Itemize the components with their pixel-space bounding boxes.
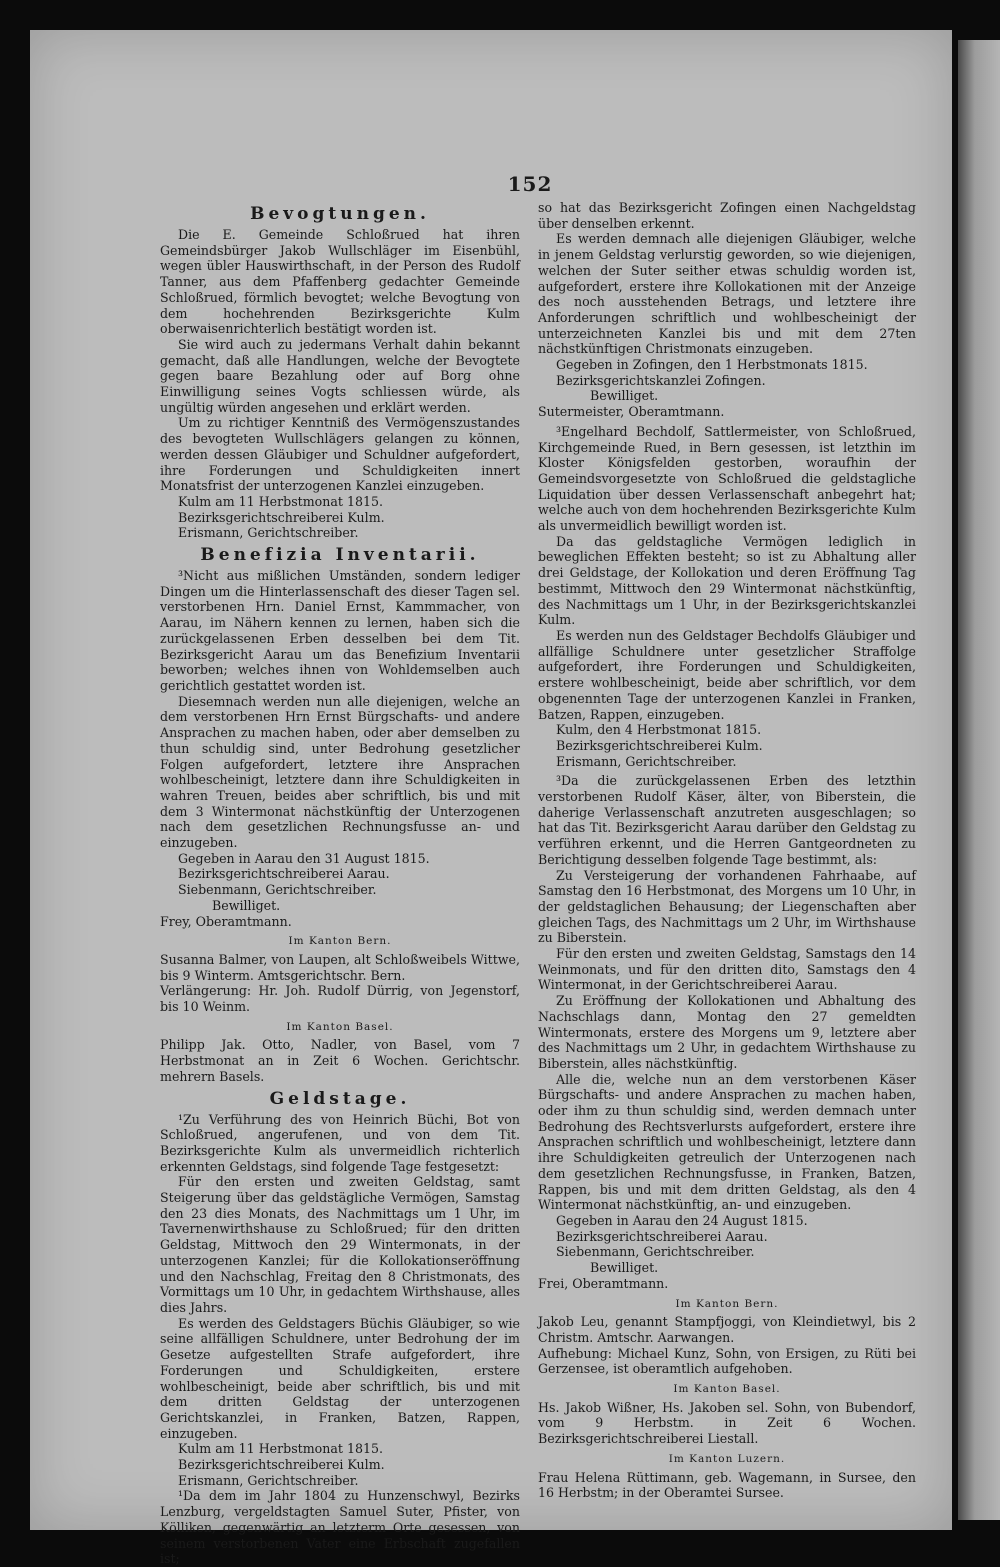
right-column [538,200,916,1501]
approval: Bewilliget. [590,388,659,404]
signature: Erismann, Gerichtschreiber. [556,753,737,769]
left-column [160,200,520,1567]
adjacent-page-edge [958,40,1000,1520]
signature: Bezirksgerichtskanzlei Zofingen. [556,372,766,388]
paragraph: Jakob Leu, genannt Stampfjoggi, von Kleindietwyl, bis 2 Christm. Amtschr. Aarwangen. [538,1314,916,1345]
canton-heading: Im Kanton Basel. [673,1383,781,1396]
paragraph: Zu Versteigerung der vorhandenen Fahrhaabe, auf Samstag den 16 Herbstmonat, des Morgens um 10 Uhr, in der geldstaglichen Behausung; der Liegenschaften aber gleichen Tags, des Nachmittags um 2 Uhr, im Wirthshause zu Biberstein. [538,867,916,946]
signature: Bezirksgerichtschreiberei Kulm. [178,509,385,525]
paragraph: Hs. Jakob Wißner, Hs. Jakoben sel. Sohn, von Bubendorf, vom 9 Herbstm. in Zeit 6 Wochen. Bezirksgerichtschreiberei Liestall. [538,1399,916,1447]
signature: Siebenmann, Gerichtschreiber. [556,1244,755,1260]
page-number: 152 [507,172,553,196]
dateline: Kulm am 11 Herbstmonat 1815. [178,493,383,509]
paragraph: Philipp Jak. Otto, Nadler, von Basel, vom 7 Herbstmonat an in Zeit 6 Wochen. Gerichtschr. mehrern Basels. [160,1037,520,1084]
paragraph: Für den ersten und zweiten Geldstag, Samstags den 14 Weinmonats, und für den dritten dito, Samstags den 4 Wintermonat, in der Gerichtschreiberei Aarau. [538,946,916,993]
canton-heading: Im Kanton Bern. [288,935,392,948]
signature: Erismann, Gerichtschreiber. [178,525,359,541]
paragraph: Um zu richtiger Kenntniß des Vermögenszustandes des bevogteten Wullschlägers gelangen zu können, werden dessen Gläubiger und Schuldner aufgefordert, ihre Forderungen und Schuldigkeiten innert Monatsfrist der unterzogenen Kanzlei einzugeben. [160,415,520,494]
dateline: Gegeben in Aarau den 31 August 1815. [178,850,430,866]
paragraph: Verlängerung: Hr. Joh. Rudolf Dürrig, von Jegenstorf, bis 10 Weinm. [160,983,520,1015]
paragraph: ¹Zu Verführung des von Heinrich Büchi, Bot von Schloßrued, angerufenen, und von dem Tit. Bezirksgerichte Kulm als unvermeidlich richterlich erkennten Geldstags, sind folgende Tage festgesetzt: [160,1111,520,1174]
heading-bevogtungen: Bevogtungen. [250,204,430,224]
paragraph: Zu Eröffnung der Kollokationen und Abhaltung des Nachschlags dann, Montag den 27 gemeldten Wintermonats, erstere des Morgens um 9, letztere aber des Nachmittags um 2 Uhr, in gedachtem Wirthshause zu Biberstein, alles nächstkünftig. [538,993,916,1071]
dateline: Gegeben in Aarau den 24 August 1815. [556,1213,808,1228]
approval: Bewilliget. [212,897,281,913]
paragraph: Es werden demnach alle diejenigen Gläubiger, welche in jenem Geldstag verlurstig geworden, so wie diejenigen, welchen der Suter seither etwas schuldig worden ist, aufgefordert, erstere ihre Kollokationen mit der Anzeige des noch ausstehenden Betrags, und letztere ihre Anforderungen schriftlich und wohlbescheinigt der unterzeichneten Kanzlei bis und mit dem 27ten nächstkünftigen Christmonats einzugeben. [538,231,916,357]
paragraph: Da das geldstagliche Vermögen lediglich in beweglichen Effekten besteht; so ist zu Abhaltung aller drei Geldstage, der Kollokation und deren Eröffnung Tag bestimmt, Mittwoch den 29 Wintermonat nächstkünftig, des Nachmittags um 1 Uhr, in der Bezirksgerichtskanzlei Kulm. [538,533,916,628]
canton-heading: Im Kanton Basel. [286,1020,394,1033]
paragraph: ³Nicht aus mißlichen Umständen, sondern lediger Dingen um die Hinterlassenschaft des dieser Tagen sel. verstorbenen Hrn. Daniel Ernst, Kammmacher, von Aarau, im Nähern kennen zu lernen, haben sich die zurückgelassenen Erben desselben bei dem Tit. Bezirksgericht Aarau um das Benefizium Inventarii beworben; welches ihnen von Wohldemselben auch gerichtlich gestattet worden ist. [160,568,520,693]
paragraph: ³Engelhard Bechdolf, Sattlermeister, von Schloßrued, Kirchgemeinde Rued, in Bern gesessen, ist letzthin im Kloster Königsfelden gestorben, woraufhin der Gemeindsvorgesetzte von Schloßrued die geldstagliche Liquidation über dessen Verlassenschaft anbegehrt hat; welche auch von dem hochehrenden Bezirksgerichte Kulm als unvermeidlich bewilligt worden ist. [538,423,916,534]
paragraph: Für den ersten und zweiten Geldstag, samt Steigerung über das geldstägliche Vermögen, Samstag den 23 dies Monats, des Nachmittags um 1 Uhr, im Tavernenwirthshause zu Schloßrued; für den dritten Geldstag, Mittwoch den 29 Wintermonats, in der unterzogenen Kanzlei; für die Kollokationseröffnung und den Nachschlag, Freitag den 8 Christmonats, des Vormittags um 10 Uhr, in gedachtem Wirthshause, alles dies Jahrs. [160,1174,520,1315]
signature: Sutermeister, Oberamtmann. [538,404,725,420]
paragraph: Susanna Balmer, von Laupen, alt Schloßweibels Wittwe, bis 9 Winterm. Amtsgerichtschr. Bern. [160,951,520,983]
heading-benefizia: Benefizia Inventarii. [200,545,480,566]
paragraph: ³Da die zurückgelassenen Erben des letzthin verstorbenen Rudolf Käser, älter, von Biberstein, die daherige Verlassenschaft anzutreten ausgeschlagen; so hat das Tit. Bezirksgericht Aarau darüber den Geldstag zu verführen erkennt, und die Herren Gantgeordneten zu Berichtigung desselben folgende Tage bestimmt, als: [538,773,916,867]
paragraph: Sie wird auch zu jedermans Verhalt dahin bekannt gemacht, daß alle Handlungen, welche der Bevogtete gegen baare Bezahlung oder auf Borg ohne Einwilligung seines Vogts schliessen würde, als ungültig würden angesehen und erklärt werden. [160,336,520,415]
paragraph: Diesemnach werden nun alle diejenigen, welche an dem verstorbenen Hrn Ernst Bürgschafts- und andere Ansprachen zu machen haben, oder aber demselben zu thun schuldig sind, unter Bedrohung gesetzlicher Folgen aufgefordert, letztere ihre Ansprachen wohlbescheinigt, letztere dann ihre Schuldigkeiten in wahren Treuen, beides aber schriftlich, bis und mit dem 3 Wintermonat nächstkünftig der Unterzogenen nach dem gesetzlichen Rechnungsfusse an- und einzugeben. [160,693,520,851]
canton-heading: Im Kanton Bern. [675,1297,779,1310]
signature: Bezirksgerichtschreiberei Aarau. [556,1228,768,1244]
approval: Bewilliget. [590,1260,659,1276]
paragraph: Aufhebung: Michael Kunz, Sohn, von Ersigen, zu Rüti bei Gerzensee, ist oberamtlich aufgehoben. [538,1345,916,1377]
signature: Frey, Oberamtmann. [160,913,292,929]
dateline: Kulm, den 4 Herbstmonat 1815. [556,722,762,738]
signature: Siebenmann, Gerichtschreiber. [178,882,377,898]
heading-geldstage: Geldstage. [269,1088,411,1109]
dateline: Kulm am 11 Herbstmonat 1815. [178,1441,383,1457]
paragraph: Frau Helena Rüttimann, geb. Wagemann, in Sursee, den 16 Herbstm; in der Oberamtei Sursee. [538,1469,916,1501]
paragraph: ¹Da dem im Jahr 1804 zu Hunzenschwyl, Bezirks Lenzburg, vergeldstagten Samuel Suter, Pfister, von Kölliken, gegenwärtig an letzterm Orte gesessen, von seinem verstorbenen Vater eine Erbschaft zugefallen ist; [160,1488,520,1567]
signature: Bezirksgerichtschreiberei Kulm. [556,737,763,753]
paragraph: Es werden des Geldstagers Büchis Gläubiger, so wie seine allfälligen Schuldnere, unter Bedrohung der im Gesetze aufgestellten Strafe aufgefordert, ihre Forderungen und Schuldigkeiten, erstere wohlbescheinigt, beide aber schriftlich, bis und mit dem dritten Geldstag der unterzogenen Gerichtskanzlei, in Franken, Batzen, Rappen, einzugeben. [160,1315,520,1441]
paragraph: Die E. Gemeinde Schloßrued hat ihren Gemeindsbürger Jakob Wullschläger im Eisenbühl, wegen übler Hauswirthschaft, in der Person des Rudolf Tanner, aus dem Pfaffenberg gedachter Gemeinde Schloßrued, förmlich bevogtet; welche Bevogtung von dem hochehrenden Bezirksgerichte Kulm oberwaisenrichterlich bestätigt worden ist. [160,227,520,337]
paragraph: Es werden nun des Geldstager Bechdolfs Gläubiger und allfällige Schuldnere unter gesetzlicher Straffolge aufgefordert, ihre Forderungen und Schuldigkeiten, erstere wohlbescheinigt, beide aber schriftlich, vor dem obgenennten Tage der unterzogenen Kanzlei in Franken, Batzen, Rappen, einzugeben. [538,627,916,722]
canton-heading: Im Kanton Luzern. [668,1452,786,1465]
dateline: Gegeben in Zofingen, den 1 Herbstmonats 1815. [556,357,868,373]
paragraph: so hat das Bezirksgericht Zofingen einen Nachgeldstag über denselben erkennt. [538,200,916,231]
paragraph: Alle die, welche nun an dem verstorbenen Käser Bürgschafts- und andere Ansprachen zu machen haben, oder ihm zu thun schuldig sind, werden demnach unter Bedrohung des Rechtsverlursts aufgefordert, erstere ihre Ansprachen schriftlich und wohlbescheinigt, letztere dann ihre Schuldigkeiten getreulich der Unterzogenen nach dem gesetzlichen Rechnungsfusse, in Franken, Batzen, Rappen, bis und mit dem dritten Geldstag, als den 4 Wintermonat nächstkünftig, an- und einzugeben. [538,1071,916,1213]
signature: Bezirksgerichtschreiberei Aarau. [178,866,390,882]
signature: Bezirksgerichtschreiberei Kulm. [178,1457,385,1473]
signature: Frei, Oberamtmann. [538,1275,669,1291]
signature: Erismann, Gerichtschreiber. [178,1472,359,1488]
